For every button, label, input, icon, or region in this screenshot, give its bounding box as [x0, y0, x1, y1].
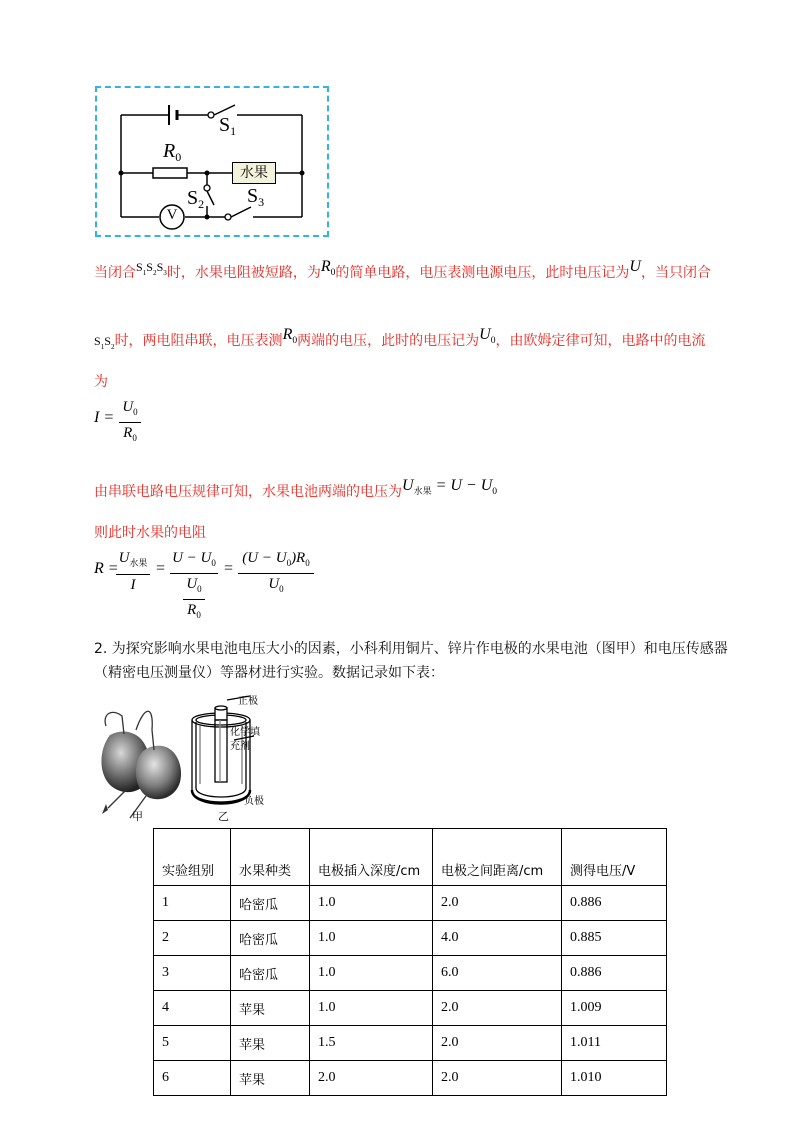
jia-label: 甲 — [132, 810, 143, 823]
denominator — [238, 575, 314, 598]
cell-voltage: 0.885 — [562, 921, 667, 956]
cell-fruit: 苹果 — [231, 1061, 310, 1096]
s-letter: S — [104, 334, 111, 348]
cell-depth: 1.0 — [310, 921, 433, 956]
subscript: 0 — [305, 558, 310, 568]
solution-text: 两端的电压，此时的电压记为 — [297, 333, 480, 349]
s-letter: S — [156, 260, 164, 274]
u-symbol: U — [629, 258, 641, 275]
denominator — [119, 424, 141, 447]
subscript: 水果 — [129, 559, 148, 569]
question-2-text — [94, 637, 734, 685]
table-row — [154, 991, 667, 1026]
subscript: 2 — [110, 343, 115, 351]
solution-text: ，由欧姆定律可知，电路中的电流 — [495, 333, 706, 349]
apples-illustration — [96, 700, 186, 825]
equation-lhs: R = — [94, 560, 119, 577]
numerator — [119, 398, 141, 421]
cell-depth: 1.0 — [310, 886, 433, 921]
cell-distance: 2.0 — [433, 886, 562, 921]
numerator-letter: U — [186, 576, 198, 592]
numerator-letter: U — [122, 399, 134, 415]
figure-fruit-battery — [96, 700, 186, 825]
cell-distance: 6.0 — [433, 956, 562, 991]
numerator — [116, 549, 150, 573]
table-row — [154, 886, 667, 921]
fraction-bar — [116, 574, 150, 575]
filler-label — [230, 726, 260, 754]
cell-distance: 2.0 — [433, 991, 562, 1026]
subscript: 0 — [132, 433, 137, 443]
s3-subscript: 3 — [258, 195, 265, 209]
negative-label — [244, 792, 264, 807]
subscript: 1 — [142, 269, 147, 277]
equation-resistance — [94, 548, 334, 620]
cell-depth: 1.5 — [310, 1026, 433, 1061]
denominator-letter: R — [123, 425, 133, 441]
numerator-text: U − U — [172, 550, 212, 566]
nested-fraction — [183, 575, 205, 624]
equation-current — [94, 398, 154, 443]
header-voltage: 测得电压/V — [562, 829, 667, 886]
r0-label — [163, 140, 181, 165]
equals-sign: = — [224, 560, 234, 577]
subscript: 0 — [330, 267, 336, 278]
figure-jia-label — [132, 808, 143, 824]
header-fruit-type: 水果种类 — [231, 829, 310, 886]
table-row — [154, 1026, 667, 1061]
solution-text: 的简单电路，电压表测电源电压，此时电压记为 — [335, 265, 630, 281]
equals-sign: = — [156, 560, 166, 577]
fraction-2 — [170, 549, 218, 624]
header-group: 实验组别 — [154, 829, 231, 886]
solution-text: 当闭合 — [94, 265, 136, 281]
subscript: 2 — [152, 269, 157, 277]
cell-fruit: 哈密瓜 — [231, 886, 310, 921]
cell-voltage: 1.010 — [562, 1061, 667, 1096]
solution-text: 则此时水果的电阻 — [94, 525, 206, 541]
experiment-table — [153, 828, 667, 1096]
cell-group: 6 — [154, 1061, 231, 1096]
cell-fruit: 苹果 — [231, 991, 310, 1026]
r0-symbol — [320, 258, 336, 278]
u-letter: U — [402, 477, 414, 494]
nested-numerator — [183, 575, 205, 598]
voltmeter-letter: V — [166, 207, 178, 223]
subscript: 0 — [196, 610, 201, 620]
subscript: 0 — [492, 486, 498, 497]
s3-label — [247, 185, 264, 210]
cell-depth: 1.0 — [310, 956, 433, 991]
table-row — [154, 956, 667, 991]
s1-subscript: 1 — [230, 124, 237, 138]
table-row — [154, 921, 667, 956]
u-letter: U — [479, 326, 491, 343]
subscript: 0 — [490, 335, 496, 346]
subscript: 0 — [279, 584, 284, 594]
s-letter: S — [94, 334, 101, 348]
s2-letter: S — [187, 187, 199, 209]
fraction-3 — [238, 549, 314, 598]
cell-group: 3 — [154, 956, 231, 991]
cell-fruit: 哈密瓜 — [231, 956, 310, 991]
solution-text: 时，两电阻串联，电压表测 — [114, 333, 283, 349]
cell-group: 2 — [154, 921, 231, 956]
table-row — [154, 1061, 667, 1096]
numerator-letter: U — [118, 550, 130, 566]
voltmeter-label — [165, 207, 179, 224]
fraction-bar — [119, 422, 141, 423]
negative-text: 负极 — [244, 796, 264, 807]
figure-dry-cell — [186, 690, 316, 820]
r0-symbol — [282, 326, 298, 346]
header-distance: 电极之间距离/cm — [433, 829, 562, 886]
cell-distance: 2.0 — [433, 1061, 562, 1096]
fruit-box — [232, 162, 276, 184]
solution-line-3 — [94, 371, 108, 391]
subscript: 0 — [286, 558, 292, 568]
fraction-bar — [238, 573, 314, 574]
cell-group: 1 — [154, 886, 231, 921]
fraction-bar — [183, 599, 205, 600]
solution-line-4 — [94, 477, 498, 503]
s-letter: S — [146, 260, 153, 274]
s2-label — [187, 187, 204, 212]
r0-letter: R — [163, 140, 176, 162]
question-line-1: 2. 为探究影响水果电池电压大小的因素，小科利用铜片、锌片作电极的水果电池（图甲）和电压传感器 — [94, 641, 728, 657]
positive-text: 正极 — [238, 696, 258, 707]
fraction — [119, 398, 141, 447]
subscript: 3 — [163, 269, 167, 277]
nested-denominator — [183, 601, 205, 624]
cell-fruit: 苹果 — [231, 1026, 310, 1061]
subscript: 水果 — [413, 487, 432, 497]
solution-text: 时，水果电阻被短路，为 — [166, 265, 321, 281]
cell-depth: 2.0 — [310, 1061, 433, 1096]
solution-text: 由串联电路电压规律可知，水果电池两端的电压为 — [94, 484, 402, 500]
solution-line-5 — [94, 522, 206, 542]
denominator-letter: U — [268, 576, 280, 592]
switch-label — [136, 260, 167, 277]
u0-symbol — [479, 326, 496, 346]
yi-label: 乙 — [218, 810, 229, 823]
s2-subscript: 2 — [198, 197, 205, 211]
cell-fruit: 哈密瓜 — [231, 921, 310, 956]
cell-distance: 4.0 — [433, 921, 562, 956]
r-letter: R — [320, 258, 331, 275]
cell-voltage: 1.011 — [562, 1026, 667, 1061]
circuit-wiring — [97, 88, 327, 235]
s1-letter: S — [219, 114, 231, 136]
solution-line-2 — [94, 326, 706, 352]
s1-label — [219, 114, 236, 139]
subscript: 1 — [100, 343, 105, 351]
subscript: 0 — [197, 584, 202, 594]
circuit-diagram — [95, 86, 329, 237]
cell-group: 5 — [154, 1026, 231, 1061]
fraction-1 — [116, 549, 150, 594]
numerator-tail: )R — [291, 550, 306, 566]
fruit-box-label: 水果 — [240, 165, 268, 181]
numerator-text: (U − U — [242, 550, 287, 566]
numerator — [238, 549, 314, 572]
r-letter: R — [282, 326, 293, 343]
solution-line-1 — [94, 258, 711, 284]
u-fruit-expression — [402, 477, 498, 497]
table-header-row — [154, 829, 667, 886]
fraction-bar — [170, 573, 218, 574]
cell-depth: 1.0 — [310, 991, 433, 1026]
figure-yi-label — [218, 808, 229, 824]
denominator-letter: R — [187, 602, 197, 618]
cell-voltage: 0.886 — [562, 886, 667, 921]
cell-distance: 2.0 — [433, 1026, 562, 1061]
solution-text: ，当只闭合 — [640, 265, 711, 281]
question-line-2: （精密电压测量仪）等器材进行实验。数据记录如下表： — [94, 665, 444, 681]
subscript: 0 — [292, 335, 298, 346]
positive-label — [238, 692, 258, 707]
filler-text-2: 充剂 — [230, 741, 250, 752]
cell-voltage: 1.009 — [562, 991, 667, 1026]
header-depth: 电极插入深度/cm — [310, 829, 433, 886]
switch-label — [94, 334, 115, 351]
subscript: 0 — [211, 558, 216, 568]
denominator: I — [130, 577, 136, 593]
equation-lhs: I = — [94, 409, 115, 426]
r0-subscript: 0 — [175, 150, 182, 164]
cell-group: 4 — [154, 991, 231, 1026]
filler-text-1: 化学填 — [230, 727, 260, 738]
expression-rest: = U − U — [435, 477, 493, 494]
numerator — [170, 549, 218, 572]
s3-letter: S — [247, 185, 259, 207]
s-letter: S — [136, 260, 143, 274]
solution-text: 为 — [94, 374, 108, 390]
cell-voltage: 0.886 — [562, 956, 667, 991]
subscript: 0 — [133, 407, 138, 417]
